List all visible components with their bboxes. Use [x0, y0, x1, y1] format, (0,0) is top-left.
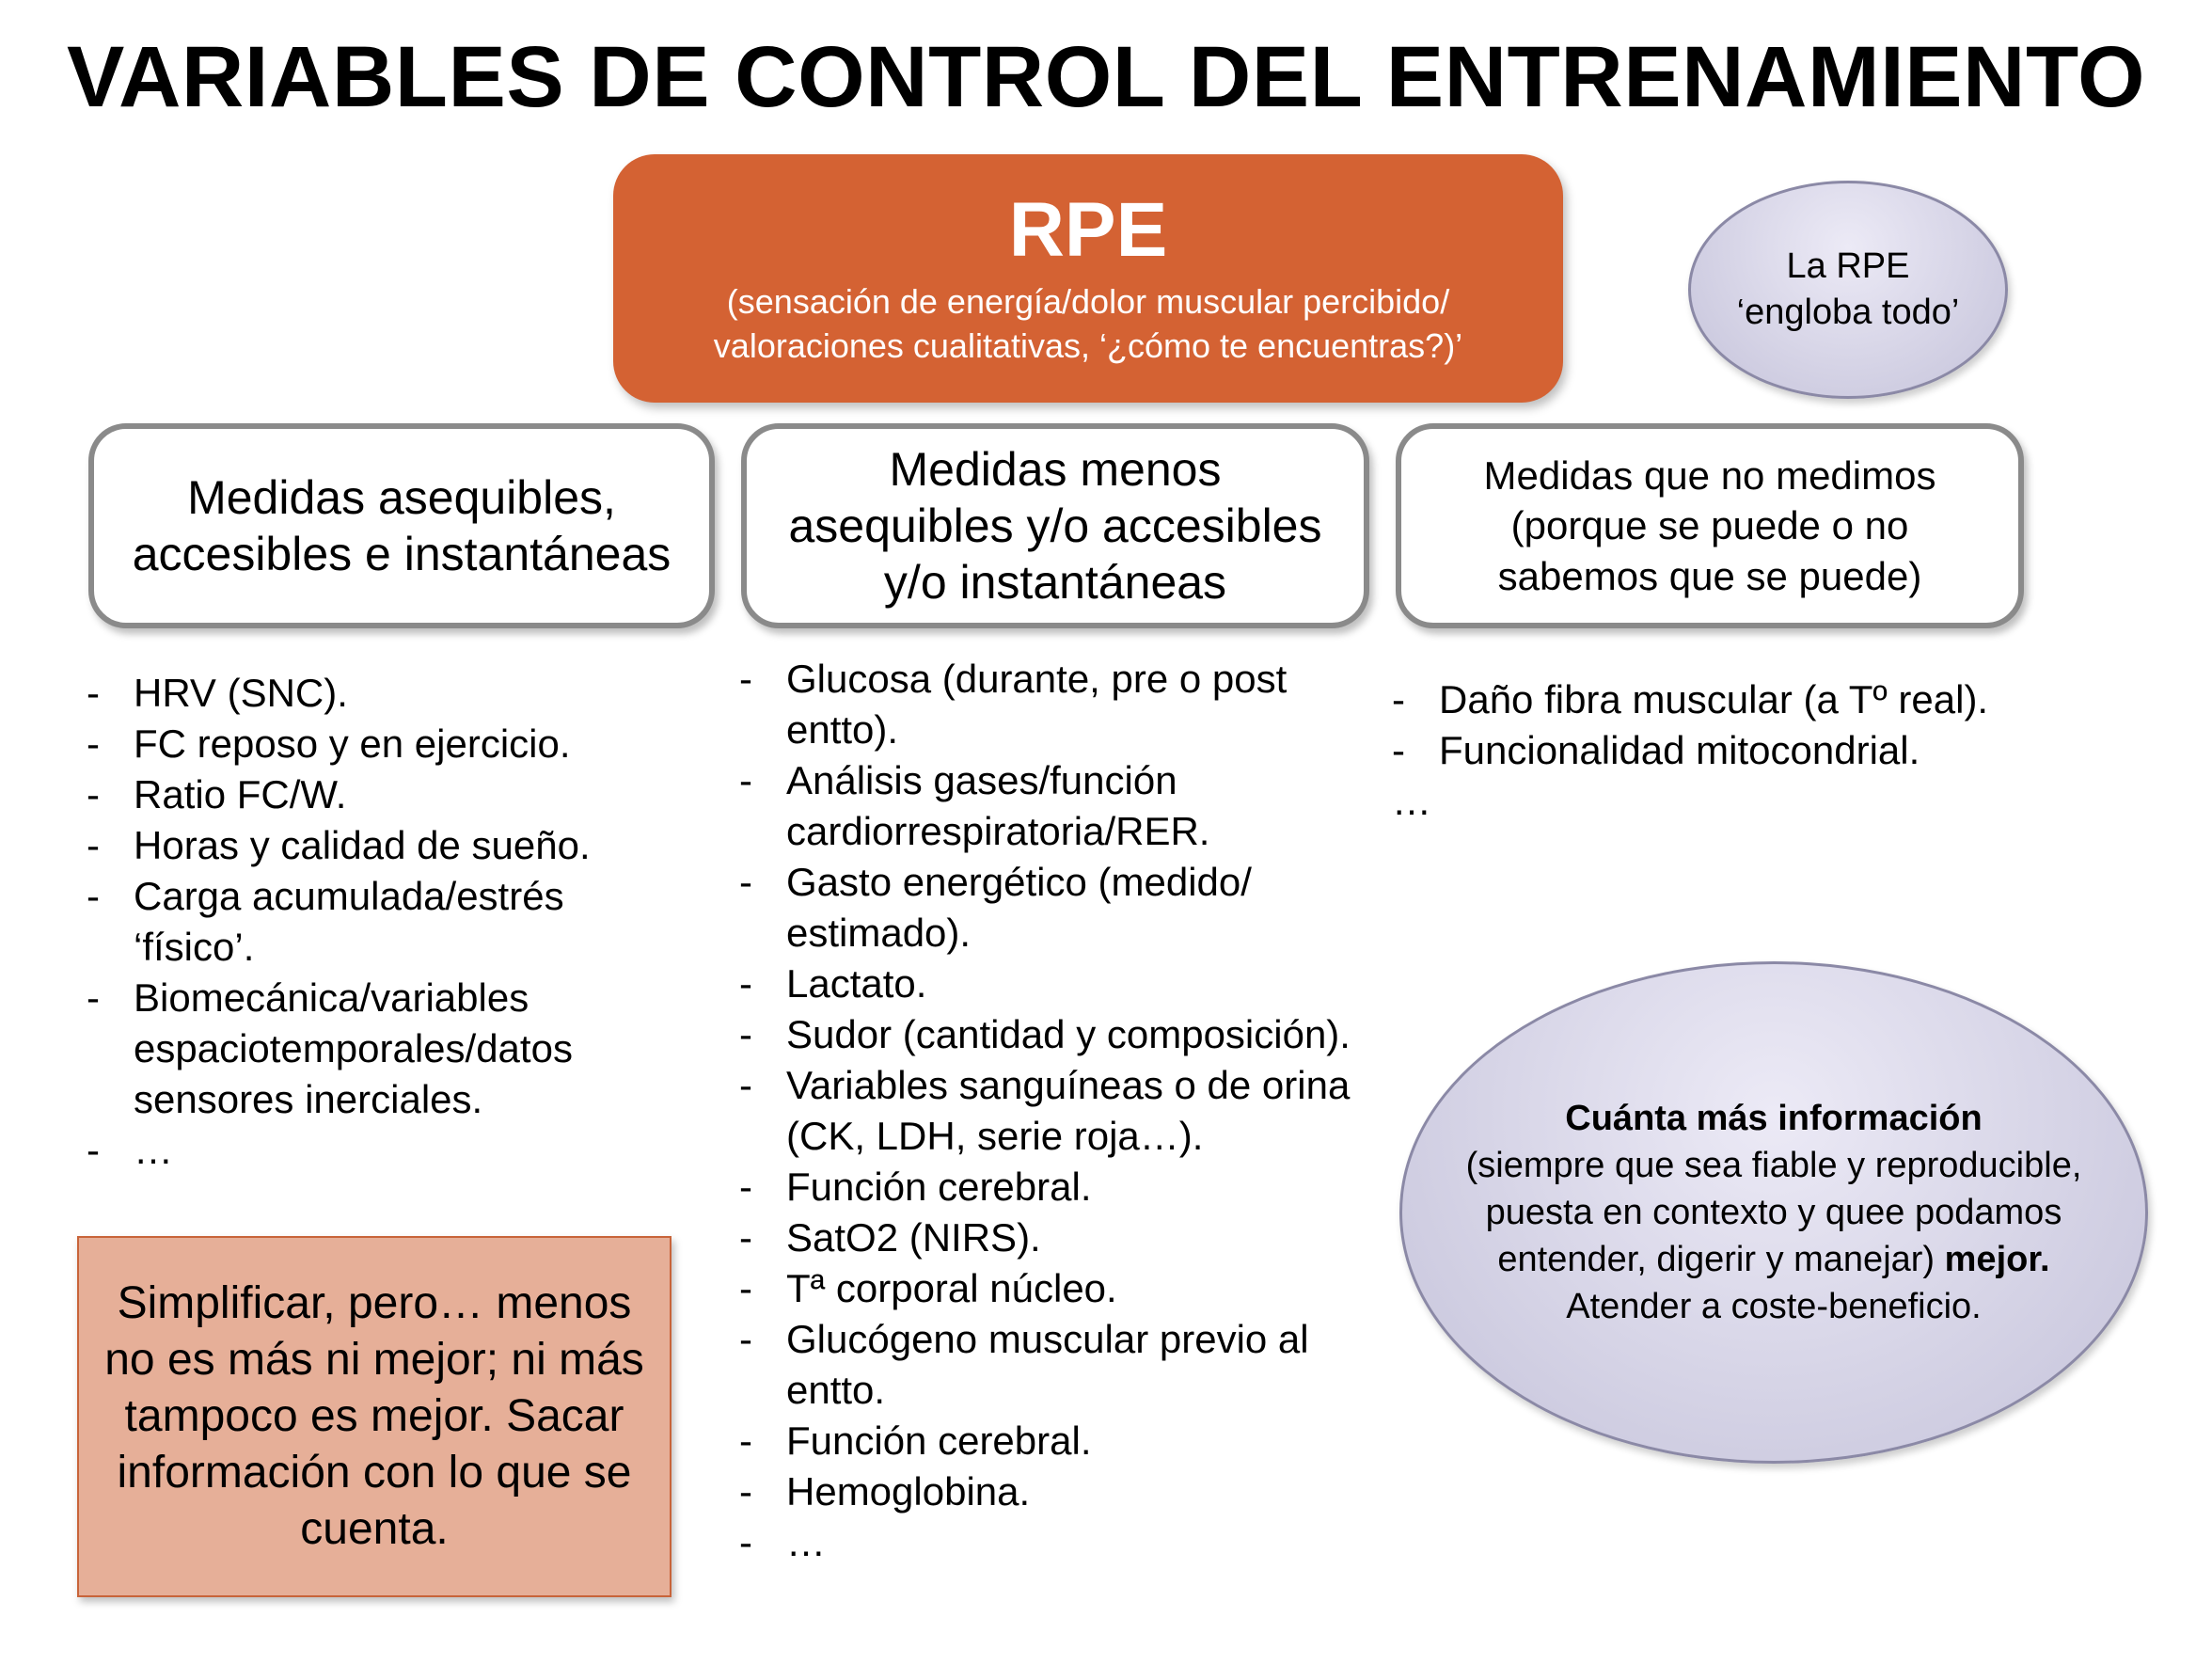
category-label: sabemos que se puede) [1497, 553, 1922, 598]
category-box-accessible [88, 423, 715, 628]
rpe-subtitle [613, 280, 1563, 369]
list-item [1392, 674, 1994, 725]
list-item-text: Tª corporal núcleo. [786, 1266, 1117, 1310]
list-item [87, 973, 670, 1125]
list-item [739, 1060, 1388, 1162]
category-label: asequibles y/o accesibles [788, 499, 1322, 552]
list-item-text: Daño fibra muscular (a Tº real). [1439, 677, 1989, 721]
list-item-text: Función cerebral. [786, 1418, 1092, 1463]
list-item [739, 1314, 1388, 1416]
list-item-text: Sudor (cantidad y composición). [786, 1012, 1351, 1056]
category-label: (porque se puede o no [1510, 503, 1909, 548]
bullet-dash: - [87, 721, 100, 766]
simplify-note-box [77, 1236, 672, 1597]
info-note-mid: (siempre que sea fiable y reproducible, puesta en contexto y quee podamos entender, digerir y manejar) [1465, 1145, 2082, 1280]
list-item [1392, 725, 1994, 776]
bullet-dash: - [739, 758, 752, 802]
list-item-text: Lactato. [786, 961, 927, 1006]
simplify-note-text: Simplificar, pero… menos no es más ni mejor; ni más tampoco es mejor. Sacar información con lo que se cuenta. [104, 1278, 644, 1554]
list-item-ellipsis: … [1392, 779, 1431, 823]
list-item-text: … [786, 1520, 826, 1564]
info-note-end: Atender a coste-beneficio. [1566, 1287, 1982, 1327]
bullet-dash: - [739, 1266, 752, 1310]
bullet-dash: - [87, 772, 100, 816]
bullet-dash: - [1392, 728, 1405, 772]
bullet-dash: - [739, 1469, 752, 1514]
category-label: Medidas que no medimos [1483, 453, 1936, 498]
category-box-less-accessible [741, 423, 1369, 628]
accessible-measures-list [87, 668, 670, 1176]
page-title: VARIABLES DE CONTROL DEL ENTRENAMIENTO [66, 29, 2146, 125]
rpe-subtitle-line: valoraciones cualitativas, ‘¿cómo te encuentras?)’ [713, 325, 1463, 365]
rpe-note-ellipse [1688, 181, 2008, 399]
rpe-subtitle-line: (sensación de energía/dolor muscular percibido/ [726, 282, 1450, 321]
bullet-dash: - [739, 1520, 752, 1564]
info-note-text [1454, 1095, 2094, 1331]
bullet-dash: - [739, 1215, 752, 1260]
bullet-dash: - [1392, 677, 1405, 721]
list-item-text: Biomecánica/variables espaciotemporales/datos sensores inerciales. [134, 975, 573, 1121]
list-item-text: Análisis gases/función cardiorrespiratoria/RER. [786, 758, 1210, 853]
list-item-text: Ratio FC/W. [134, 772, 347, 816]
rpe-note-line: ‘engloba todo’ [1736, 293, 1960, 332]
list-item-text: Glucosa (durante, pre o post entto). [786, 657, 1288, 752]
list-item-text: … [134, 1128, 173, 1172]
category-label: Medidas menos [889, 443, 1222, 496]
list-item [87, 668, 670, 719]
list-item [739, 959, 1388, 1009]
list-item-text: FC reposo y en ejercicio. [134, 721, 571, 766]
category-label: Medidas asequibles, [187, 471, 616, 524]
bullet-dash: - [739, 1317, 752, 1361]
bullet-dash: - [739, 1418, 752, 1463]
rpe-note-line: La RPE [1786, 246, 1910, 286]
list-item [739, 654, 1388, 755]
info-note-bold-lead: Cuánta más información [1565, 1098, 1983, 1138]
list-item-text: Funcionalidad mitocondrial. [1439, 728, 1920, 772]
bullet-dash: - [739, 657, 752, 701]
list-item-text: Variables sanguíneas o de orina (CK, LDH, serie roja…). [786, 1063, 1351, 1158]
bullet-dash: - [739, 860, 752, 904]
bullet-dash: - [739, 1063, 752, 1107]
list-item [739, 755, 1388, 857]
list-item-text: Glucógeno muscular previo al entto. [786, 1317, 1309, 1412]
list-item-text: Carga acumulada/estrés ‘físico’. [134, 874, 564, 969]
list-item-text: Hemoglobina. [786, 1469, 1031, 1514]
list-item [739, 1416, 1388, 1466]
list-item [739, 1263, 1388, 1314]
less-accessible-measures-list [739, 654, 1388, 1568]
bullet-dash: - [87, 823, 100, 867]
list-item [87, 719, 670, 769]
list-item [87, 769, 670, 820]
list-item [87, 871, 670, 973]
category-label: y/o instantáneas [883, 556, 1227, 609]
not-measured-list [1392, 674, 1994, 827]
bullet-dash: - [739, 1012, 752, 1056]
list-item-text: Horas y calidad de sueño. [134, 823, 591, 867]
list-item [87, 1125, 670, 1176]
category-label: accesibles e instantáneas [132, 528, 672, 580]
list-item-text: SatO2 (NIRS). [786, 1215, 1041, 1260]
list-item [739, 1466, 1388, 1517]
list-item [739, 1009, 1388, 1060]
rpe-title: RPE [1008, 187, 1168, 273]
info-note-bold-word: mejor. [1944, 1240, 2050, 1280]
list-item-text: Función cerebral. [786, 1165, 1092, 1209]
bullet-dash: - [739, 961, 752, 1006]
bullet-dash: - [739, 1165, 752, 1209]
list-item [739, 1212, 1388, 1263]
list-item [739, 1517, 1388, 1568]
list-item-text: Gasto energético (medido/ estimado). [786, 860, 1252, 955]
list-item [739, 857, 1388, 959]
list-item [87, 820, 670, 871]
list-item-text: HRV (SNC). [134, 671, 348, 715]
bullet-dash: - [87, 671, 100, 715]
rpe-box [613, 154, 1563, 403]
category-box-not-measured [1396, 423, 2024, 628]
bullet-dash: - [87, 1128, 100, 1172]
info-note-ellipse [1399, 961, 2148, 1464]
bullet-dash: - [87, 975, 100, 1020]
list-item [739, 1162, 1388, 1212]
bullet-dash: - [87, 874, 100, 918]
